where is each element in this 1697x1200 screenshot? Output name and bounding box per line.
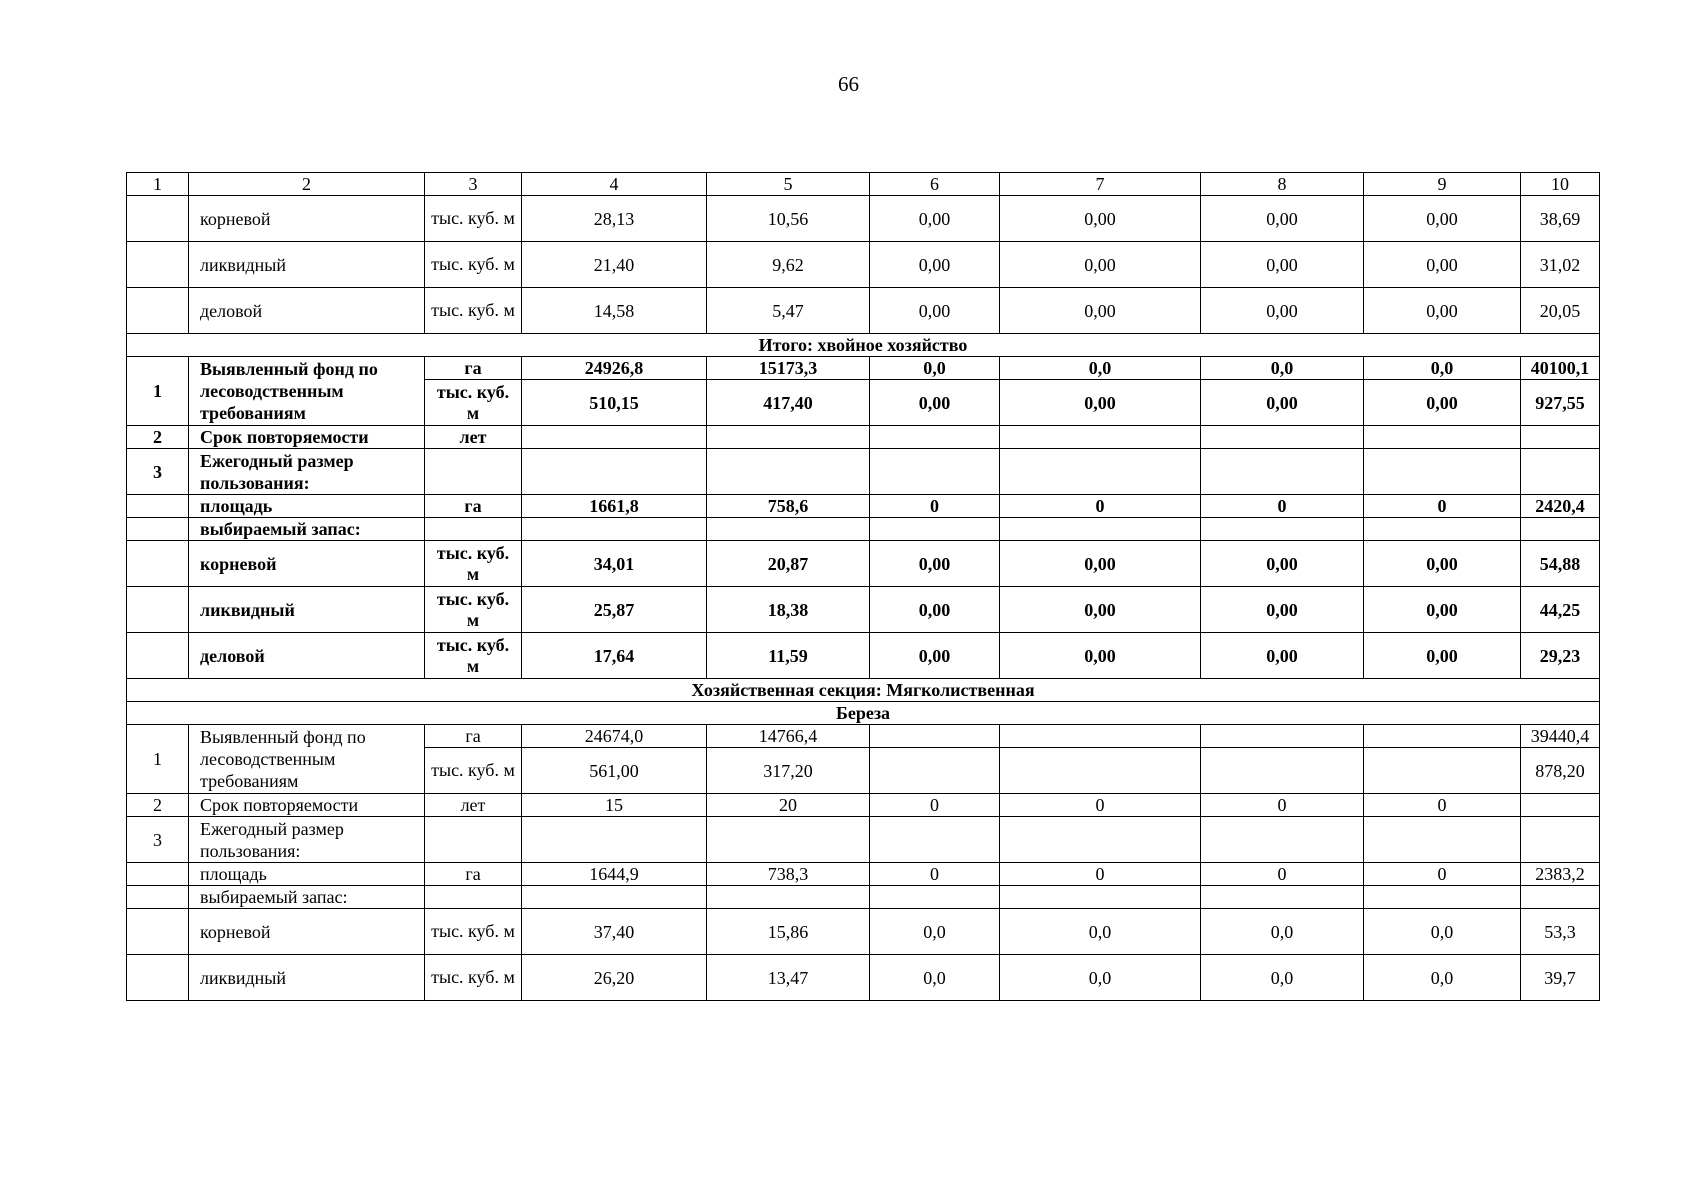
value-cell: 10,56 — [707, 196, 870, 242]
empty-cell — [870, 886, 1000, 909]
value-cell: 0,00 — [1000, 196, 1201, 242]
period-row — [127, 426, 1600, 449]
value-cell — [870, 725, 1000, 748]
unit-cell: лет — [425, 426, 522, 449]
value-cell: 44,25 — [1521, 587, 1600, 633]
value-cell: 11,59 — [707, 633, 870, 679]
value-cell: 0 — [1364, 794, 1521, 817]
row-number-cell — [127, 495, 189, 518]
value-cell: 14766,4 — [707, 725, 870, 748]
empty-cell — [1521, 886, 1600, 909]
value-cell: 0,00 — [870, 587, 1000, 633]
row-number-cell: 2 — [127, 426, 189, 449]
column-number: 8 — [1201, 173, 1364, 196]
value-cell: 37,40 — [522, 909, 707, 955]
unit-cell: тыс. куб. м — [425, 748, 522, 794]
indicator-name: Ежегодный размер пользования: — [189, 449, 425, 495]
row-number-cell — [127, 633, 189, 679]
value-cell: 5,47 — [707, 288, 870, 334]
row-number-cell — [127, 518, 189, 541]
indicator-name: выбираемый запас: — [189, 886, 425, 909]
value-cell: 0,00 — [1364, 196, 1521, 242]
indicator-name: площадь — [189, 495, 425, 518]
value-cell: 39440,4 — [1521, 725, 1600, 748]
annual-row — [127, 449, 1600, 495]
indicator-name: корневой — [189, 196, 425, 242]
value-cell — [1364, 748, 1521, 794]
indicator-name: Срок повторяемости — [189, 794, 425, 817]
value-cell: 25,87 — [522, 587, 707, 633]
unit-cell: тыс. куб. м — [425, 196, 522, 242]
column-number: 3 — [425, 173, 522, 196]
value-cell: 24926,8 — [522, 357, 707, 380]
empty-cell — [870, 817, 1000, 863]
unit-cell: лет — [425, 794, 522, 817]
annual-row — [127, 817, 1600, 863]
empty-cell — [707, 449, 870, 495]
row-number-cell — [127, 587, 189, 633]
indicator-name: ликвидный — [189, 587, 425, 633]
value-cell: 417,40 — [707, 380, 870, 426]
empty-cell — [1364, 817, 1521, 863]
indicator-name: Ежегодный размер пользования: — [189, 817, 425, 863]
value-cell — [1364, 725, 1521, 748]
value-cell: 0,0 — [870, 357, 1000, 380]
empty-cell — [707, 426, 870, 449]
value-cell: 13,47 — [707, 955, 870, 1001]
empty-cell — [1521, 817, 1600, 863]
indicator-name: выбираемый запас: — [189, 518, 425, 541]
empty-cell — [1521, 426, 1600, 449]
value-cell: 24674,0 — [522, 725, 707, 748]
value-cell: 0,0 — [870, 955, 1000, 1001]
row-number-cell — [127, 955, 189, 1001]
column-number: 1 — [127, 173, 189, 196]
section-heading-row — [127, 679, 1600, 702]
empty-cell — [1201, 886, 1364, 909]
value-cell: 0 — [870, 794, 1000, 817]
empty-cell — [1000, 886, 1201, 909]
row-number-cell: 2 — [127, 794, 189, 817]
unit-cell: га — [425, 357, 522, 380]
value-cell: 0,00 — [1364, 633, 1521, 679]
value-cell: 0,00 — [870, 380, 1000, 426]
empty-cell — [1201, 449, 1364, 495]
empty-cell — [1000, 426, 1201, 449]
value-cell: 21,40 — [522, 242, 707, 288]
value-cell: 0,0 — [1364, 357, 1521, 380]
value-cell: 0,00 — [870, 288, 1000, 334]
area-row — [127, 863, 1600, 886]
row-number-cell: 3 — [127, 449, 189, 495]
value-cell: 0,00 — [870, 541, 1000, 587]
empty-cell — [1364, 426, 1521, 449]
value-cell: 53,3 — [1521, 909, 1600, 955]
unit-cell: тыс. куб. м — [425, 587, 522, 633]
empty-cell — [425, 817, 522, 863]
value-cell: 31,02 — [1521, 242, 1600, 288]
empty-cell — [522, 886, 707, 909]
value-cell: 2420,4 — [1521, 495, 1600, 518]
value-cell: 0 — [1000, 794, 1201, 817]
value-cell: 0,0 — [1000, 955, 1201, 1001]
indicator-name: Выявленный фонд по лесоводственным требованиям — [189, 357, 425, 426]
indicator-name: ликвидный — [189, 955, 425, 1001]
table-body — [127, 173, 1600, 1001]
indicator-name: корневой — [189, 909, 425, 955]
value-cell — [870, 748, 1000, 794]
row-number-cell — [127, 541, 189, 587]
unit-cell: га — [425, 725, 522, 748]
empty-cell — [1364, 518, 1521, 541]
value-cell: 29,23 — [1521, 633, 1600, 679]
value-cell: 0 — [1201, 794, 1364, 817]
empty-cell — [1000, 817, 1201, 863]
value-cell: 0,0 — [870, 909, 1000, 955]
value-cell: 0 — [1364, 863, 1521, 886]
value-cell: 0,00 — [1201, 541, 1364, 587]
value-cell: 0,00 — [1201, 633, 1364, 679]
unit-cell: тыс. куб. м — [425, 288, 522, 334]
indicator-name: корневой — [189, 541, 425, 587]
empty-cell — [1201, 817, 1364, 863]
value-cell: 0,00 — [1201, 242, 1364, 288]
value-cell: 738,3 — [707, 863, 870, 886]
value-cell: 0,0 — [1201, 909, 1364, 955]
value-cell: 0 — [1364, 495, 1521, 518]
empty-cell — [1000, 518, 1201, 541]
value-cell: 28,13 — [522, 196, 707, 242]
value-cell: 0,00 — [1364, 242, 1521, 288]
row-number-cell: 1 — [127, 725, 189, 794]
stock-label-row — [127, 886, 1600, 909]
value-cell: 510,15 — [522, 380, 707, 426]
fund-row — [127, 357, 1600, 380]
value-cell: 0,00 — [870, 633, 1000, 679]
value-cell: 0,00 — [1000, 587, 1201, 633]
value-cell: 0,00 — [870, 242, 1000, 288]
value-cell: 0,00 — [1201, 196, 1364, 242]
empty-cell — [1201, 426, 1364, 449]
row-number-cell — [127, 863, 189, 886]
unit-cell: тыс. куб. м — [425, 380, 522, 426]
measure-row — [127, 541, 1600, 587]
forest-use-table — [126, 172, 1600, 1001]
indicator-name: Срок повторяемости — [189, 426, 425, 449]
measure-row — [127, 242, 1600, 288]
measure-row — [127, 196, 1600, 242]
value-cell: 15173,3 — [707, 357, 870, 380]
empty-cell — [870, 449, 1000, 495]
row-number-cell: 1 — [127, 357, 189, 426]
value-cell: 0,00 — [1000, 288, 1201, 334]
value-cell: 17,64 — [522, 633, 707, 679]
column-number: 7 — [1000, 173, 1201, 196]
value-cell — [1000, 725, 1201, 748]
empty-cell — [522, 426, 707, 449]
empty-cell — [522, 518, 707, 541]
column-number-row — [127, 173, 1600, 196]
value-cell: 561,00 — [522, 748, 707, 794]
value-cell: 15 — [522, 794, 707, 817]
empty-cell — [1521, 518, 1600, 541]
row-number-cell: 3 — [127, 817, 189, 863]
empty-cell — [870, 518, 1000, 541]
indicator-name: деловой — [189, 288, 425, 334]
value-cell: 9,62 — [707, 242, 870, 288]
species-heading: Береза — [127, 702, 1600, 725]
empty-cell — [870, 426, 1000, 449]
unit-cell: тыс. куб. м — [425, 955, 522, 1001]
fund-row — [127, 725, 1600, 748]
unit-cell: тыс. куб. м — [425, 541, 522, 587]
empty-cell — [522, 817, 707, 863]
value-cell: 317,20 — [707, 748, 870, 794]
value-cell: 0 — [1000, 495, 1201, 518]
empty-cell — [1000, 449, 1201, 495]
value-cell: 0,0 — [1000, 357, 1201, 380]
total-heading-row — [127, 334, 1600, 357]
section-heading: Хозяйственная секция: Мягколиственная — [127, 679, 1600, 702]
empty-cell — [1364, 886, 1521, 909]
empty-cell — [1521, 449, 1600, 495]
period-row — [127, 794, 1600, 817]
value-cell: 0,00 — [870, 196, 1000, 242]
row-number-cell — [127, 196, 189, 242]
value-cell: 2383,2 — [1521, 863, 1600, 886]
value-cell: 14,58 — [522, 288, 707, 334]
empty-cell — [707, 817, 870, 863]
column-number: 10 — [1521, 173, 1600, 196]
unit-cell: тыс. куб. м — [425, 633, 522, 679]
unit-cell: тыс. куб. м — [425, 909, 522, 955]
measure-row — [127, 633, 1600, 679]
area-row — [127, 495, 1600, 518]
row-number-cell — [127, 242, 189, 288]
value-cell: 0,00 — [1201, 380, 1364, 426]
value-cell: 758,6 — [707, 495, 870, 518]
row-number-cell — [127, 288, 189, 334]
value-cell: 20,05 — [1521, 288, 1600, 334]
measure-row — [127, 955, 1600, 1001]
unit-cell: га — [425, 863, 522, 886]
value-cell: 0,00 — [1000, 633, 1201, 679]
empty-cell — [425, 886, 522, 909]
value-cell: 54,88 — [1521, 541, 1600, 587]
value-cell: 0,00 — [1000, 380, 1201, 426]
empty-cell — [522, 449, 707, 495]
value-cell: 0,00 — [1364, 288, 1521, 334]
row-number-cell — [127, 886, 189, 909]
measure-row — [127, 909, 1600, 955]
value-cell: 0,0 — [1201, 955, 1364, 1001]
value-cell — [1201, 748, 1364, 794]
empty-cell — [1364, 449, 1521, 495]
value-cell: 1661,8 — [522, 495, 707, 518]
value-cell: 0,00 — [1000, 541, 1201, 587]
section-heading: Итого: хвойное хозяйство — [127, 334, 1600, 357]
value-cell: 0,00 — [1201, 288, 1364, 334]
column-number: 5 — [707, 173, 870, 196]
value-cell — [1521, 794, 1600, 817]
stock-label-row — [127, 518, 1600, 541]
value-cell: 40100,1 — [1521, 357, 1600, 380]
column-number: 6 — [870, 173, 1000, 196]
unit-cell: га — [425, 495, 522, 518]
value-cell: 18,38 — [707, 587, 870, 633]
value-cell: 0 — [870, 863, 1000, 886]
value-cell: 0 — [1201, 863, 1364, 886]
measure-row — [127, 288, 1600, 334]
empty-cell — [707, 886, 870, 909]
value-cell: 0 — [1201, 495, 1364, 518]
unit-cell: тыс. куб. м — [425, 242, 522, 288]
value-cell: 0,0 — [1201, 357, 1364, 380]
empty-cell — [707, 518, 870, 541]
page-number: 66 — [838, 72, 859, 96]
indicator-name: ликвидный — [189, 242, 425, 288]
measure-row — [127, 587, 1600, 633]
value-cell: 0,00 — [1364, 541, 1521, 587]
value-cell: 38,69 — [1521, 196, 1600, 242]
value-cell: 26,20 — [522, 955, 707, 1001]
value-cell — [1000, 748, 1201, 794]
value-cell: 39,7 — [1521, 955, 1600, 1001]
value-cell: 0,00 — [1364, 587, 1521, 633]
value-cell: 878,20 — [1521, 748, 1600, 794]
value-cell: 1644,9 — [522, 863, 707, 886]
value-cell: 0,0 — [1000, 909, 1201, 955]
value-cell: 927,55 — [1521, 380, 1600, 426]
species-heading-row — [127, 702, 1600, 725]
value-cell: 20 — [707, 794, 870, 817]
empty-cell — [425, 518, 522, 541]
value-cell: 0,0 — [1364, 909, 1521, 955]
value-cell: 34,01 — [522, 541, 707, 587]
value-cell: 0 — [870, 495, 1000, 518]
indicator-name: деловой — [189, 633, 425, 679]
value-cell: 20,87 — [707, 541, 870, 587]
value-cell: 0,0 — [1364, 955, 1521, 1001]
column-number: 9 — [1364, 173, 1521, 196]
value-cell — [1201, 725, 1364, 748]
value-cell: 0,00 — [1201, 587, 1364, 633]
column-number: 2 — [189, 173, 425, 196]
empty-cell — [425, 449, 522, 495]
row-number-cell — [127, 909, 189, 955]
indicator-name: Выявленный фонд по лесоводственным требованиям — [189, 725, 425, 794]
empty-cell — [1201, 518, 1364, 541]
value-cell: 0 — [1000, 863, 1201, 886]
value-cell: 0,00 — [1000, 242, 1201, 288]
indicator-name: площадь — [189, 863, 425, 886]
value-cell: 15,86 — [707, 909, 870, 955]
column-number: 4 — [522, 173, 707, 196]
value-cell: 0,00 — [1364, 380, 1521, 426]
